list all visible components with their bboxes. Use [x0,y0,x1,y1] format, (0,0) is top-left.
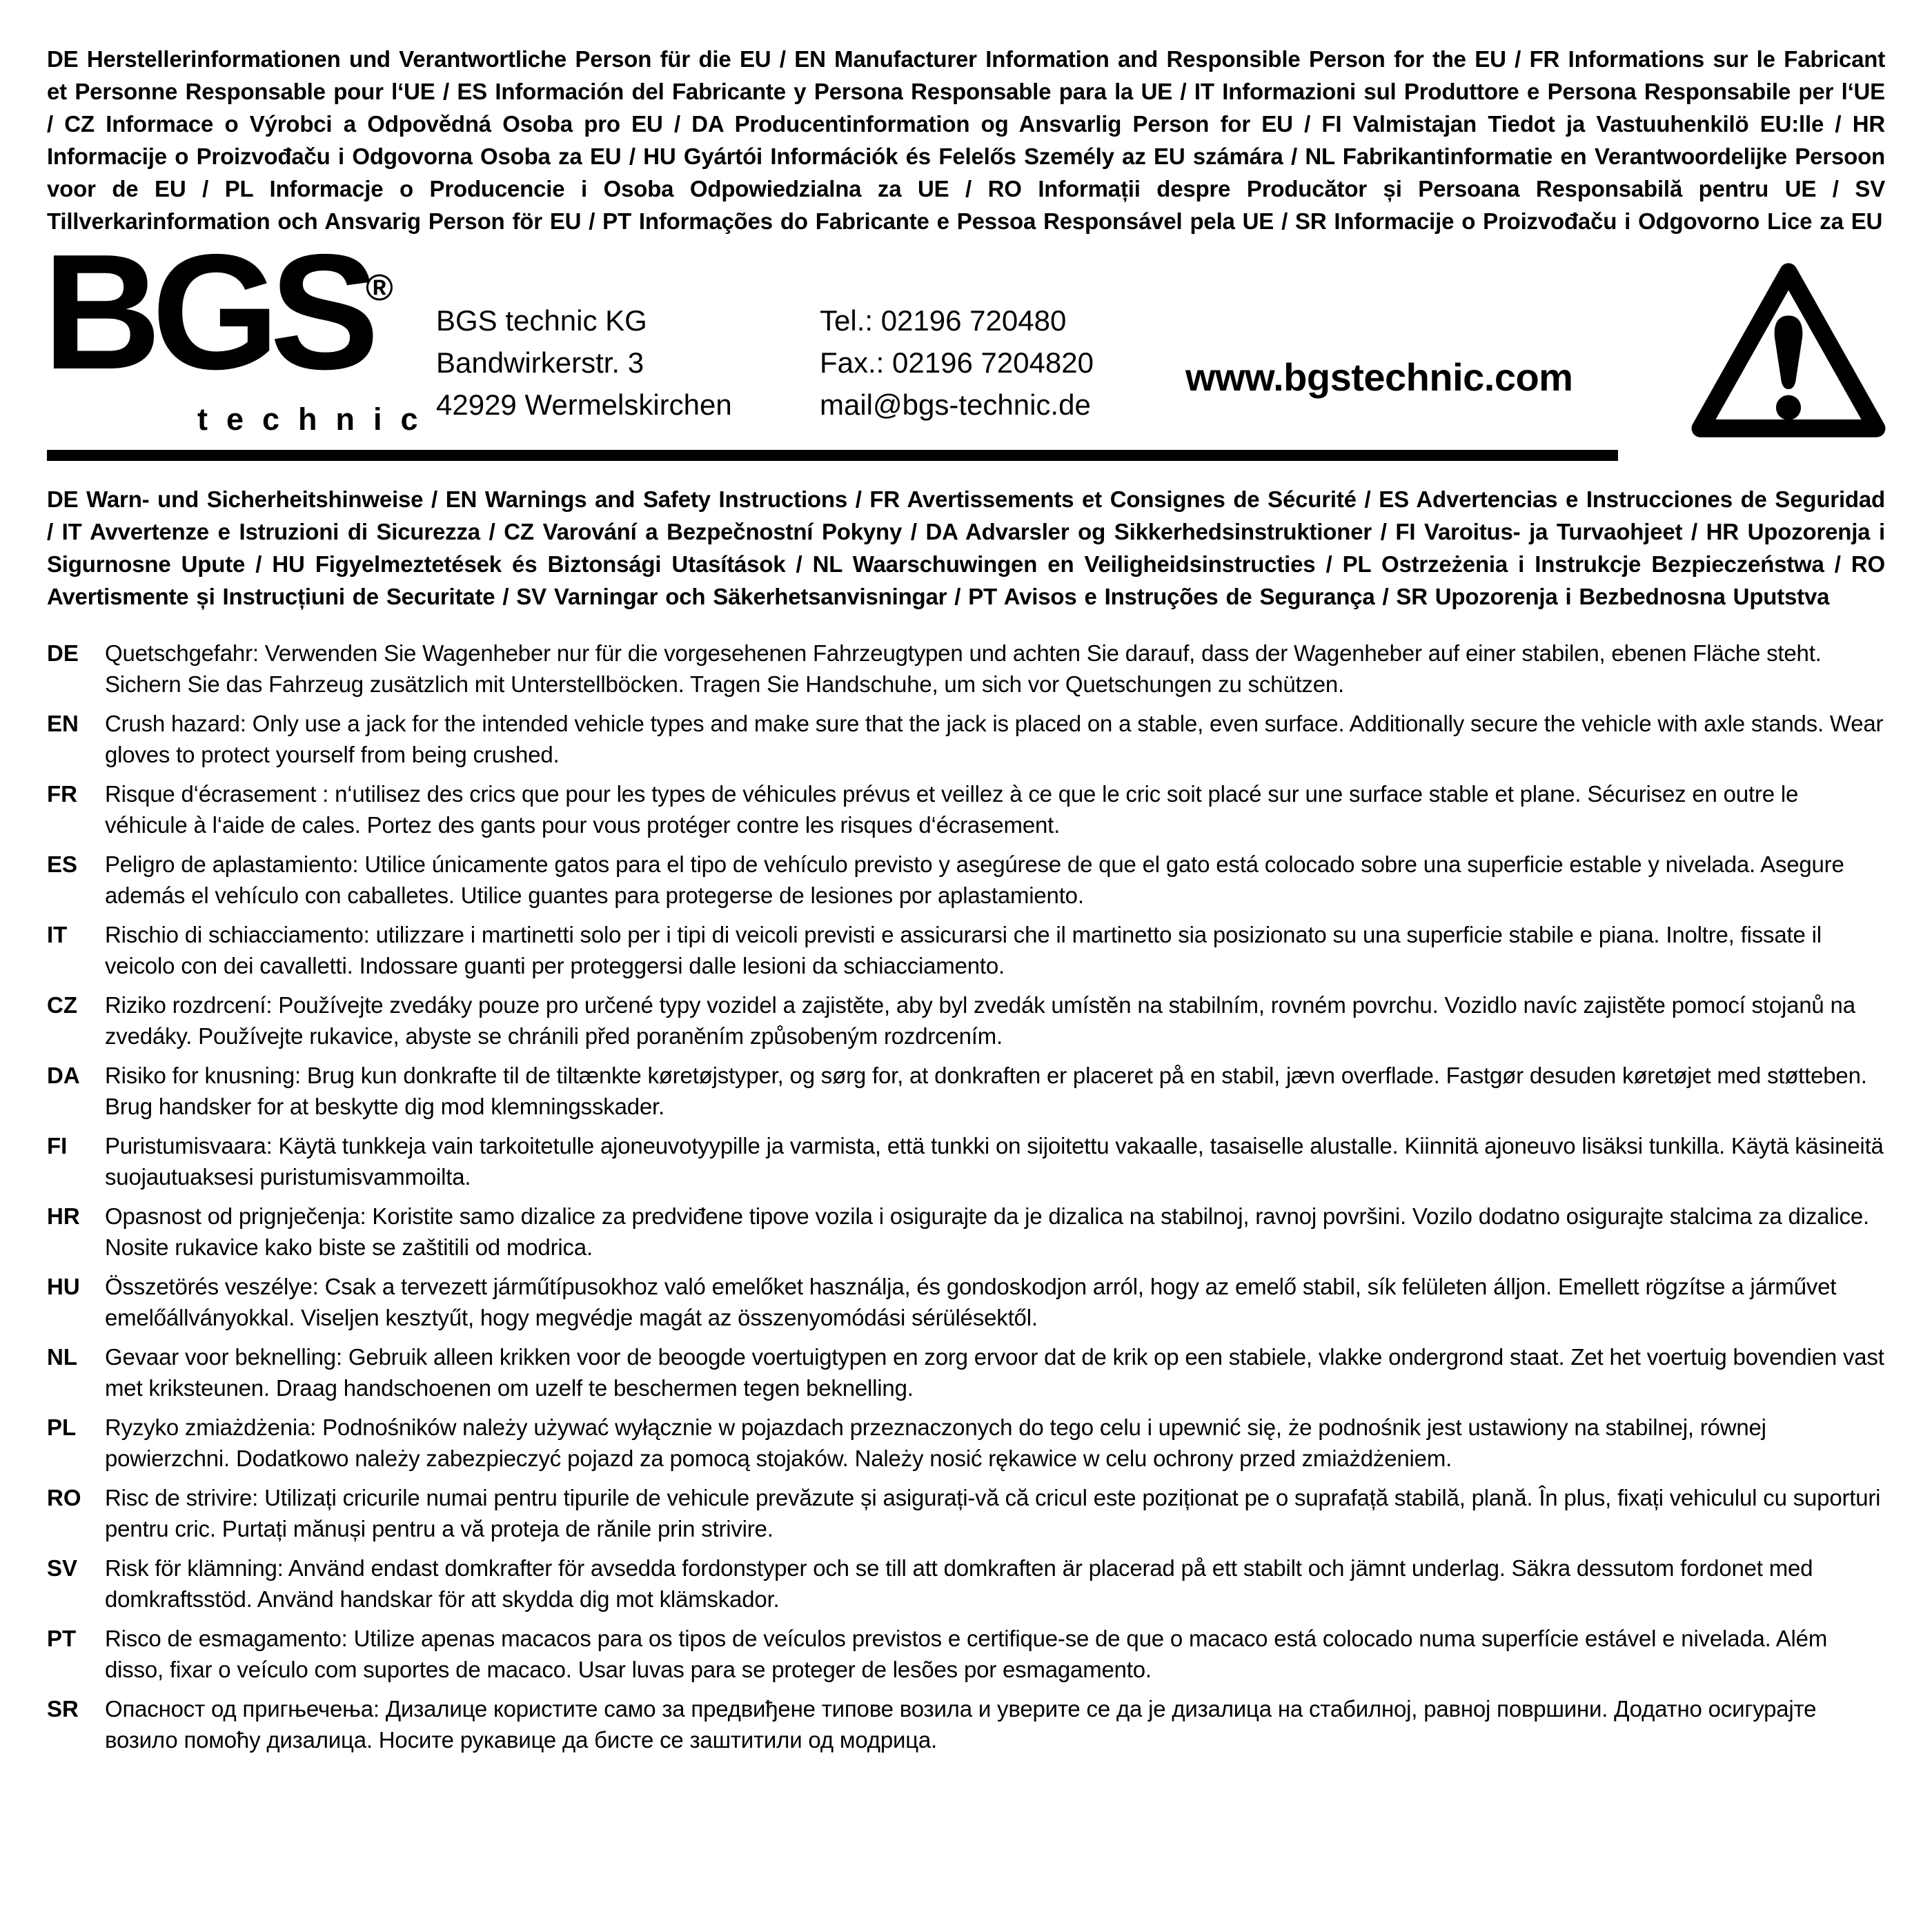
warning-text: Risque d‘écrasement : n‘utilisez des crics que pour les types de véhicules prévus et veillez à ce que le cric soit placé sur une surface stable et plane. Sécurisez en outre le véhicule à l‘aide de cales. Portez des gants pour vous protéger contre les risques d‘écrasement. [105,781,1799,838]
warning-text: Quetschgefahr: Verwenden Sie Wagenheber nur für die vorgesehenen Fahrzeugtypen und achten Sie darauf, dass der Wagenheber auf einer stabilen, ebenen Fläche steht. Sichern Sie das Fahrzeug zusätzlich mit Unterstellböcken. Tragen Sie Handschuhe, um sich vor Quetschungen zu schützen. [105,640,1822,697]
lang-code: DE [47,640,79,666]
lang-code: SV [47,1555,78,1581]
warning-triangle-icon [1688,262,1889,440]
warning-item-hr [47,1201,1885,1263]
lang-code: HU [47,1274,80,1299]
warning-text: Crush hazard: Only use a jack for the intended vehicle types and make sure that the jack is placed on a stable, even surface. Additionally secure the vehicle with axle stands. Wear gloves to protect yourself from being crushed. [105,711,1884,767]
lang-code: RO [47,1485,81,1510]
warning-item-es [47,849,1885,911]
warning-item-fi [47,1130,1885,1192]
warning-text: Gevaar voor beknelling: Gebruik alleen krikken voor de beoogde voertuigtypen en zorg ervoor dat de krik op een stabiele, vlakke ondergrond staat. Zet het voertuig bovendien vast met kriksteunen. Draag handschoenen om uzelf te beschermen tegen beknelling. [105,1344,1884,1401]
company-phone-block [820,299,1094,426]
warning-text: Risk för klämning: Använd endast domkrafter för avsedda fordonstyper och se till att domkraften är placerad på ett stabilt och jämnt underlag. Säkra dessutom fordonet med domkraftsstöd. Använd handskar för att skydda dig mot klämskador. [105,1555,1813,1612]
warning-text: Riziko rozdrcení: Používejte zvedáky pouze pro určené typy vozidel a zajistěte, aby byl zvedák umístěn na stabilním, rovném povrchu. Vozidlo navíc zajistěte pomocí stojanů na zvedáky. Používejte rukavice, abyste se chránili před poraněním způsobeným rozdrcením. [105,992,1855,1049]
lang-code: FR [47,781,77,807]
lang-code: HR [47,1203,80,1229]
lang-code: IT [47,922,68,947]
warning-item-it [47,919,1885,981]
warning-text: Opasnost od prignječenja: Koristite samo dizalice za predviđene tipove vozila i osigurajte da je dizalica na stabilnoj, ravnoj površini. Vozilo dodatno osigurajte stalcima za dizalice. Nosite rukavice kako biste se zaštitili od modrica. [105,1203,1869,1260]
registered-trademark-icon: ® [366,267,393,308]
manufacturer-header: DE Herstellerinformationen und Verantwortliche Person für die EU / EN Manufacturer Information and Responsible Person for the EU / FR Informations sur le Fabricant et Personne Responsable pour l‘UE / ES Información del Fabricante y Persona Responsable para la UE / IT Informazioni sul Produttore e Persona Responsabile per l‘UE / CZ Informace o Výrobci a Odpovědná Osoba pro EU / DA Producentinformation og Ansvarlig Person for EU / FI Valmistajan Tiedot ja Vastuuhenkilö EU:lle / HR Informacije o Proizvođaču i Odgovorna Osoba za EU / HU Gyártói Információk és Felelős Személy az EU számára / NL Fabrikantinformatie en Verantwoordelijke Persoon voor de EU / PL Informacje o Producencie i Osoba Odpowiedzialna za UE / RO Informații despre Producător și Persoana Responsabilă pentru UE / SV Tillverkarinformation och Ansvarig Person för EU / PT Informações do Fabricante e Pessoa Responsável pela UE / SR Informacije o Proizvođaču i Odgovorno Lice za EU [47,46,1885,234]
company-tel: Tel.: 02196 720480 [820,304,1067,337]
warning-text: Peligro de aplastamiento: Utilice únicamente gatos para el tipo de vehículo previsto y asegúrese de que el gato está colocado sobre una superficie estable y nivelada. Asegure además el vehículo con caballetes. Utilice guantes para protegerse de lesiones por aplastamiento. [105,851,1844,908]
bgs-logo [43,221,437,439]
warnings-header: DE Warn- und Sicherheitshinweise / EN Warnings and Safety Instructions / FR Avertissements et Consignes de Sécurité / ES Advertencias e Instrucciones de Seguridad / IT Avvertenze e Istruzioni di Sicurezza / CZ Varování a Bezpečnostní Pokyny / DA Advarsler og Sikkerhedsinstruktioner / FI Varoitus- ja Turvaohjeet / HR Upozorenja i Sigurnosne Upute / HU Figyelmeztetések és Biztonsági Utasítások / NL Waarschuwingen en Veiligheidsinstructies / PL Ostrzeżenia i Instrukcje Bezpieczeństwa / RO Avertismente și Instrucțiuni de Securitate / SV Varningar och Säkerhetsanvisningar / PT Avisos e Instruções de Segurança / SR Upozorenja i Bezbednosna Uputstva [47,486,1885,609]
warning-text: Risc de strivire: Utilizați cricurile numai pentru tipurile de vehicule prevăzute și asigurați-vă că cricul este poziționat pe o suprafață stabilă, plană. În plus, fixați vehiculul cu suporturi pentru cric. Purtați mănuși pentru a vă proteja de rănile prin strivire. [105,1485,1881,1541]
warning-item-pl [47,1412,1885,1474]
warning-item-sv [47,1552,1885,1615]
warning-item-sr [47,1693,1885,1755]
warning-text: Összetörés veszélye: Csak a tervezett járműtípusokhoz való emelőket használja, és gondoskodjon arról, hogy az emelő stabil, sík felületen álljon. Emellett rögzítse a járművet emelőállványokkal. Viseljen kesztyűt, hogy megvédje magát az összenyomódási sérülésektől. [105,1274,1837,1330]
company-website: www.bgstechnic.com [1185,355,1573,399]
horizontal-divider [47,450,1618,461]
lang-code: CZ [47,992,77,1018]
bgs-logo-text: BGS [43,221,370,404]
warnings-list [47,638,1885,1755]
warning-item-nl [47,1341,1885,1403]
company-fax: Fax.: 02196 7204820 [820,346,1094,379]
warning-item-fr [47,778,1885,840]
warning-text: Puristumisvaara: Käytä tunkkeja vain tarkoitetulle ajoneuvotyypille ja varmista, että tunkki on sijoitettu vakaalle, tasaiselle alustalle. Kiinnitä ajoneuvo lisäksi tunkilla. Käytä käsineitä suojautuaksesi puristumisvammoilta. [105,1133,1884,1190]
warning-text: Rischio di schiacciamento: utilizzare i martinetti solo per i tipi di veicoli previsti e assicurarsi che il martinetto sia posizionato su una superficie stabile e piana. Inoltre, fissate il veicolo con dei cavalletti. Indossare guanti per proteggersi dalle lesioni da schiacciamento. [105,922,1822,978]
company-street: Bandwirkerstr. 3 [436,346,644,379]
bgs-logo-subtext: technic [197,402,437,437]
warning-item-da [47,1060,1885,1122]
warning-item-de [47,638,1885,700]
warning-text: Ryzyko zmiażdżenia: Podnośników należy używać wyłącznie w pojazdach przeznaczonych do tego celu i upewnić się, że podnośnik jest ustawiony na stabilnej, równej powierzchni. Dodatkowo należy zabezpieczyć pojazd za pomocą stojaków. Należy nosić rękawice w celu ochrony przed zmiażdżeniem. [105,1414,1766,1471]
lang-code: ES [47,851,78,877]
lang-code: PT [47,1626,77,1651]
lang-code: FI [47,1133,68,1159]
company-email: mail@bgs-technic.de [820,388,1091,421]
lang-code: EN [47,711,79,736]
warning-item-hu [47,1271,1885,1333]
warning-text: Опасност од пригњечења: Дизалице користите само за предвиђене типове возила и уверите се да је дизалица на стабилној, равној површини. Додатно осигурајте возило помоћу дизалица. Носите рукавице да бисте се заштитили од модрица. [105,1696,1817,1753]
warning-item-pt [47,1623,1885,1685]
lang-code: PL [47,1414,77,1440]
warning-item-cz [47,989,1885,1052]
warning-item-ro [47,1482,1885,1544]
company-city: 42929 Wermelskirchen [436,388,732,421]
warning-text: Risiko for knusning: Brug kun donkrafte til de tiltænkte køretøjstyper, og sørg for, at donkraften er placeret på en stabil, jævn overflade. Fastgør desuden køretøjet med støtteben. Brug handsker for at beskytte dig mod klemningsskader. [105,1063,1867,1119]
warning-text: Risco de esmagamento: Utilize apenas macacos para os tipos de veículos previstos e certifique-se de que o macaco está colocado numa superfície estável e nivelada. Além disso, fixar o veículo com suportes de macaco. Usar luvas para se proteger de lesões por esmagamento. [105,1626,1828,1682]
company-contact-row [43,221,1885,440]
warning-item-en [47,708,1885,770]
company-address [436,299,732,426]
lang-code: SR [47,1696,79,1722]
lang-code: NL [47,1344,77,1370]
company-name: BGS technic KG [436,304,647,337]
lang-code: DA [47,1063,80,1088]
